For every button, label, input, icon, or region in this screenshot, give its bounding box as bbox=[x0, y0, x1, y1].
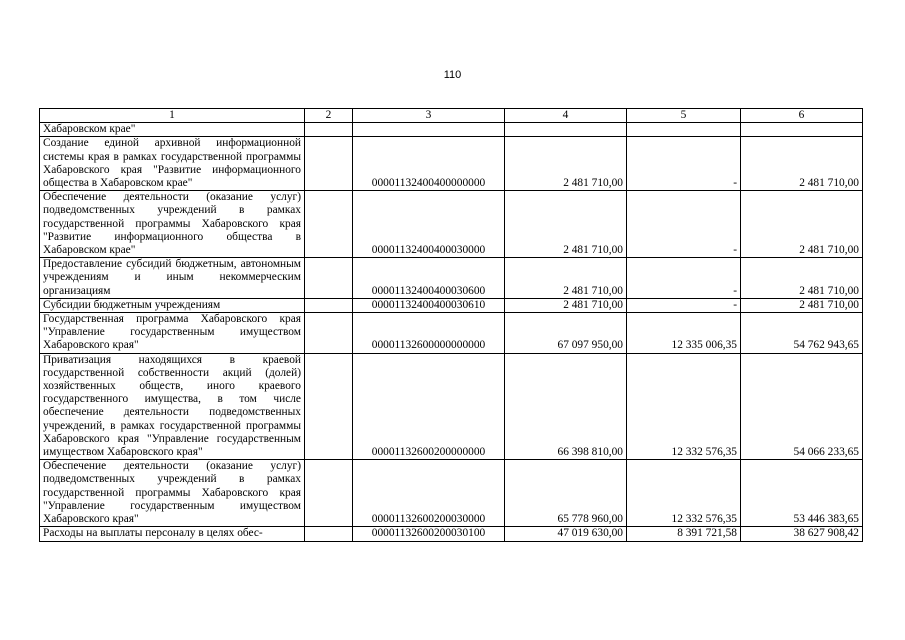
row-col4: 2 481 710,00 bbox=[505, 137, 627, 191]
row-col6: 2 481 710,00 bbox=[741, 258, 863, 299]
row-name: Предоставление субсидий бюджетным, автономным учреждениям и иным некоммерческим организациям bbox=[40, 258, 305, 299]
row-code: 00001132400400000000 bbox=[353, 137, 505, 191]
header-row bbox=[40, 109, 863, 123]
table-row bbox=[40, 527, 863, 541]
row-col6: 38 627 908,42 bbox=[741, 527, 863, 541]
row-name: Государственная программа Хабаровского края "Управление государственным имуществом Хабаровского края" bbox=[40, 313, 305, 354]
table-row bbox=[40, 313, 863, 354]
row-col2 bbox=[305, 460, 353, 527]
table-row bbox=[40, 460, 863, 527]
row-col5: - bbox=[627, 258, 741, 299]
row-col6: 2 481 710,00 bbox=[741, 298, 863, 312]
row-name: Обеспечение деятельности (оказание услуг) подведомственных учреждений в рамках государственной программы Хабаровского края "Управление государственным имуществом Хабаровского края" bbox=[40, 460, 305, 527]
row-col4: 47 019 630,00 bbox=[505, 527, 627, 541]
row-col2 bbox=[305, 258, 353, 299]
table-row bbox=[40, 353, 863, 460]
header-cell-1: 1 bbox=[40, 109, 305, 123]
row-col5: - bbox=[627, 137, 741, 191]
table-row bbox=[40, 137, 863, 191]
row-col6: 54 762 943,65 bbox=[741, 313, 863, 354]
row-code: 00001132400400030610 bbox=[353, 298, 505, 312]
header-cell-3: 3 bbox=[353, 109, 505, 123]
row-col5: 12 332 576,35 bbox=[627, 353, 741, 460]
row-col6 bbox=[741, 123, 863, 137]
row-col4: 2 481 710,00 bbox=[505, 191, 627, 258]
row-name: Создание единой архивной информационной системы края в рамках государственной программы Хабаровского края "Развитие информационного общества в Хабаровском крае" bbox=[40, 137, 305, 191]
row-col5: 8 391 721,58 bbox=[627, 527, 741, 541]
row-code: 00001132600200030000 bbox=[353, 460, 505, 527]
row-col6: 53 446 383,65 bbox=[741, 460, 863, 527]
header-cell-5: 5 bbox=[627, 109, 741, 123]
row-col4 bbox=[505, 123, 627, 137]
row-col4: 66 398 810,00 bbox=[505, 353, 627, 460]
row-col2 bbox=[305, 137, 353, 191]
row-name: Хабаровском крае" bbox=[40, 123, 305, 137]
row-code: 00001132600200000000 bbox=[353, 353, 505, 460]
row-name: Обеспечение деятельности (оказание услуг) подведомственных учреждений в рамках государственной программы Хабаровского края "Развитие информационного общества в Хабаровском крае" bbox=[40, 191, 305, 258]
row-col5: - bbox=[627, 191, 741, 258]
row-col2 bbox=[305, 191, 353, 258]
row-col4: 65 778 960,00 bbox=[505, 460, 627, 527]
row-code: 00001132400400030000 bbox=[353, 191, 505, 258]
row-code: 00001132400400030600 bbox=[353, 258, 505, 299]
row-col6: 54 066 233,65 bbox=[741, 353, 863, 460]
row-col6: 2 481 710,00 bbox=[741, 191, 863, 258]
table-row bbox=[40, 258, 863, 299]
row-col2 bbox=[305, 298, 353, 312]
row-col6: 2 481 710,00 bbox=[741, 137, 863, 191]
header-cell-2: 2 bbox=[305, 109, 353, 123]
row-col5 bbox=[627, 123, 741, 137]
header-cell-4: 4 bbox=[505, 109, 627, 123]
row-col5: 12 335 006,35 bbox=[627, 313, 741, 354]
row-name: Приватизация находящихся в краевой государственной собственности акций (долей) хозяйственных обществ, иного краевого государственного имущества, в том числе обеспечение деятельности подведомственных учреждений, в рамках государственной программы Хабаровского края "Управление государственным имуществом Хабаровского края" bbox=[40, 353, 305, 460]
row-col2 bbox=[305, 527, 353, 541]
header-cell-6: 6 bbox=[741, 109, 863, 123]
row-name: Субсидии бюджетным учреждениям bbox=[40, 298, 305, 312]
row-col2 bbox=[305, 353, 353, 460]
row-col4: 2 481 710,00 bbox=[505, 298, 627, 312]
row-col5: - bbox=[627, 298, 741, 312]
row-col5: 12 332 576,35 bbox=[627, 460, 741, 527]
row-code: 00001132600000000000 bbox=[353, 313, 505, 354]
row-code: 00001132600200030100 bbox=[353, 527, 505, 541]
row-name: Расходы на выплаты персоналу в целях обес- bbox=[40, 527, 305, 541]
table-row bbox=[40, 298, 863, 312]
table-row bbox=[40, 191, 863, 258]
budget-table bbox=[39, 108, 863, 542]
row-col2 bbox=[305, 313, 353, 354]
table-row bbox=[40, 123, 863, 137]
row-col4: 2 481 710,00 bbox=[505, 258, 627, 299]
row-col2 bbox=[305, 123, 353, 137]
row-code bbox=[353, 123, 505, 137]
row-col4: 67 097 950,00 bbox=[505, 313, 627, 354]
page-number: 110 bbox=[443, 69, 462, 81]
